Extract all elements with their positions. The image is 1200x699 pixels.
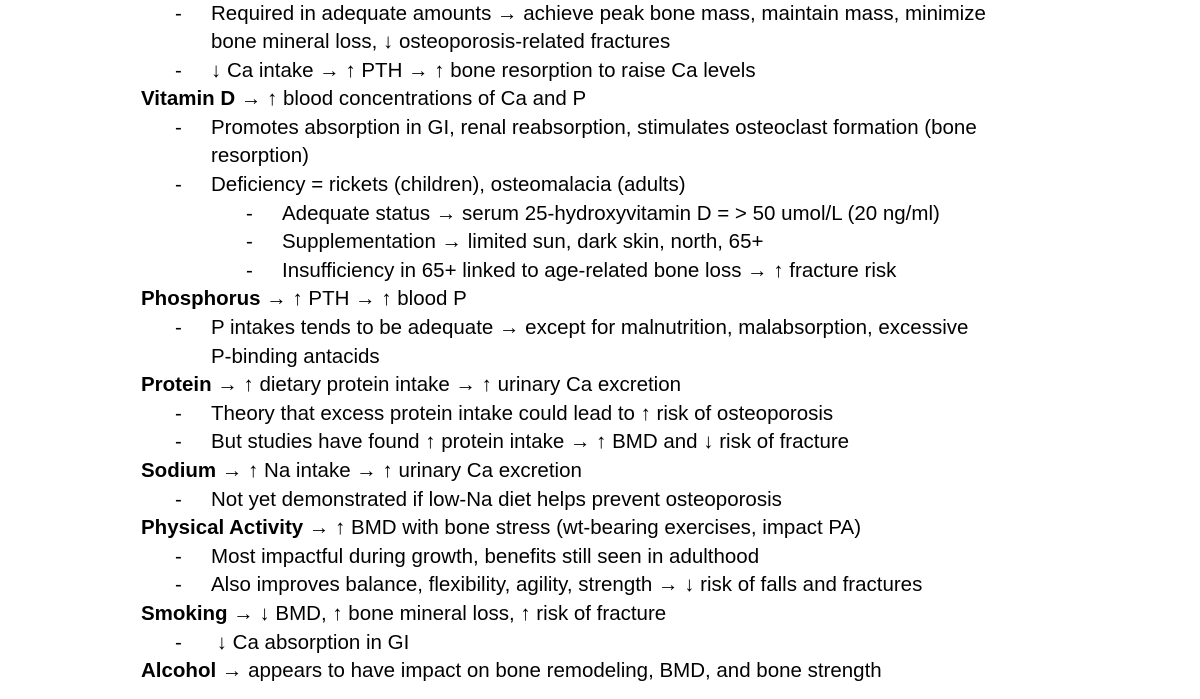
list-item xyxy=(0,571,1200,600)
bullet-text: Deficiency = rickets (children), osteomalacia (adults) xyxy=(211,173,686,197)
bullet-text: Insufficiency in 65+ linked to age-related bone loss → ↑ fracture risk xyxy=(282,258,897,282)
bullet-text: Supplementation → limited sun, dark skin, north, 65+ xyxy=(282,230,764,254)
bullet-text: But studies have found ↑ protein intake → ↑ BMD and ↓ risk of fracture xyxy=(211,430,850,454)
section-heading-vitamin-d xyxy=(0,85,1200,114)
list-item xyxy=(0,486,1200,515)
list-item xyxy=(0,400,1200,429)
sub-list-item xyxy=(0,257,1200,286)
bullet-dash: - xyxy=(175,58,182,82)
heading-term: Vitamin D xyxy=(141,87,236,111)
list-item-continuation xyxy=(0,343,1200,372)
bullet-dash: - xyxy=(175,115,182,139)
heading-term: Physical Activity xyxy=(141,516,304,540)
list-item xyxy=(0,114,1200,143)
bullet-dash: - xyxy=(246,201,253,225)
list-item xyxy=(0,0,1200,28)
list-item xyxy=(0,428,1200,457)
heading-desc: → ↑ PTH → ↑ blood P xyxy=(260,287,467,311)
section-heading-protein xyxy=(0,371,1200,400)
list-item xyxy=(0,171,1200,200)
sub-list-item xyxy=(0,228,1200,257)
bullet-dash: - xyxy=(175,487,182,511)
list-item xyxy=(0,543,1200,572)
heading-desc: → ↓ BMD, ↑ bone mineral loss, ↑ risk of fracture xyxy=(227,601,667,625)
bullet-dash: - xyxy=(246,230,253,254)
list-item-continuation xyxy=(0,28,1200,57)
list-item xyxy=(0,57,1200,86)
list-item xyxy=(0,314,1200,343)
bullet-dash: - xyxy=(246,258,253,282)
bullet-text: Most impactful during growth, benefits still seen in adulthood xyxy=(211,544,760,568)
bullet-text: Also improves balance, flexibility, agility, strength → ↓ risk of falls and fractures xyxy=(211,573,923,597)
section-heading-sodium xyxy=(0,457,1200,486)
bullet-dash: - xyxy=(175,430,182,454)
bullet-dash: - xyxy=(175,630,182,654)
heading-desc: → appears to have impact on bone remodeling, BMD, and bone strength xyxy=(216,659,882,683)
bullet-text: Theory that excess protein intake could lead to ↑ risk of osteoporosis xyxy=(211,401,834,425)
section-heading-phosphorus xyxy=(0,285,1200,314)
list-item xyxy=(0,629,1200,658)
heading-term: Phosphorus xyxy=(141,287,261,311)
sub-list-item xyxy=(0,200,1200,229)
heading-term: Smoking xyxy=(141,601,228,625)
list-item-continuation xyxy=(0,142,1200,171)
section-heading-physical-activity xyxy=(0,514,1200,543)
bullet-text: ↓ Ca intake → ↑ PTH → ↑ bone resorption to raise Ca levels xyxy=(211,58,756,82)
heading-term: Sodium xyxy=(141,459,217,482)
bullet-dash: - xyxy=(175,573,182,597)
bullet-dash: - xyxy=(175,316,182,340)
bullet-text: resorption) xyxy=(211,144,309,168)
bullet-text: bone mineral loss, ↓ osteoporosis-related fractures xyxy=(211,30,671,54)
heading-desc: → ↑ Na intake → ↑ urinary Ca excretion xyxy=(216,459,582,482)
bullet-text: P intakes tends to be adequate → except for malnutrition, malabsorption, excessive xyxy=(211,316,969,340)
heading-desc: → ↑ dietary protein intake → ↑ urinary Ca excretion xyxy=(211,373,682,397)
heading-desc: → ↑ blood concentrations of Ca and P xyxy=(235,87,587,111)
heading-term: Alcohol xyxy=(141,659,217,683)
bullet-dash: - xyxy=(175,173,182,197)
bullet-dash: - xyxy=(175,544,182,568)
section-heading-alcohol xyxy=(0,657,1200,686)
bullet-text: Promotes absorption in GI, renal reabsorption, stimulates osteoclast formation (bone xyxy=(211,115,977,139)
bullet-text: Adequate status → serum 25-hydroxyvitamin D = > 50 umol/L (20 ng/ml) xyxy=(282,201,940,225)
bullet-dash: - xyxy=(175,1,182,25)
bullet-dash: - xyxy=(175,401,182,425)
bullet-text: Required in adequate amounts → achieve peak bone mass, maintain mass, minimize xyxy=(211,1,986,25)
section-heading-smoking xyxy=(0,600,1200,629)
bullet-text: ↓ Ca absorption in GI xyxy=(211,630,410,654)
bullet-text: Not yet demonstrated if low-Na diet helps prevent osteoporosis xyxy=(211,487,782,511)
bullet-text: P-binding antacids xyxy=(211,344,380,368)
heading-desc: → ↑ BMD with bone stress (wt-bearing exercises, impact PA) xyxy=(303,516,862,540)
heading-term: Protein xyxy=(141,373,212,397)
